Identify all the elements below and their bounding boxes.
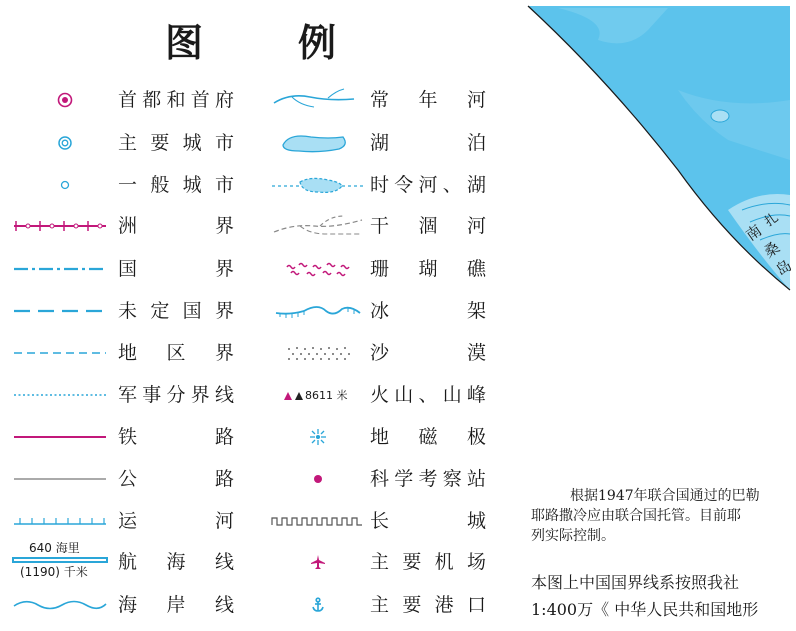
legend-label-char: 口 — [466, 594, 486, 616]
map-label-1: 南 — [742, 221, 766, 245]
legend-label-char: 洲 — [118, 215, 138, 237]
legend-label-char: 路 — [214, 426, 234, 448]
desert-icon — [268, 338, 368, 368]
legend-label-airport — [370, 547, 486, 577]
coastline-icon — [10, 590, 110, 620]
legend-label-char: 火 — [370, 384, 390, 406]
legend-label-char: 冰 — [370, 300, 390, 322]
legend-label-char: 河 — [214, 510, 234, 532]
legend-label-char: 界 — [214, 300, 234, 322]
legend-label-char: 河 — [466, 215, 486, 237]
legend-label-char: 铁 — [118, 426, 138, 448]
legend-label-char: 主 — [370, 551, 390, 573]
legend-label-magnetic-pole — [370, 422, 486, 452]
legend-label-research-station — [370, 464, 486, 494]
legend-label-desert — [370, 338, 486, 368]
airport-icon — [268, 547, 368, 577]
railway-icon — [10, 422, 110, 452]
legend-label-char: 海 — [166, 551, 186, 573]
legend-label-river — [370, 85, 486, 115]
legend-title-right: 例 — [298, 21, 337, 65]
sea-route-distance-km: (1190) 千米 — [20, 565, 88, 579]
legend-label-char: 市 — [214, 132, 234, 154]
legend-label-char: 定 — [150, 300, 170, 322]
legend-label-char: 科 — [370, 468, 390, 490]
legend-label-char: 察 — [442, 468, 462, 490]
legend-label-char: 城 — [466, 510, 486, 532]
legend-label-city — [118, 170, 234, 200]
legend-label-char: 河 — [466, 89, 486, 111]
legend-label-char: 都 — [142, 89, 162, 111]
legend-label-char: 城 — [182, 132, 202, 154]
ice-shelf-icon — [268, 296, 368, 326]
legend-label-char: 涸 — [418, 215, 438, 237]
legend-label-char: 瑚 — [418, 258, 438, 280]
legend-label-volcano-peak — [370, 380, 486, 410]
legend-label-ice-shelf — [370, 296, 486, 326]
legend-label-char: 界 — [214, 215, 234, 237]
legend-label-char: 时 — [370, 174, 390, 196]
legend-label-char: 珊 — [370, 258, 390, 280]
highway-icon — [10, 464, 110, 494]
military-demarcation-icon — [10, 380, 110, 410]
legend-label-char: 公 — [118, 468, 138, 490]
note-line-5: 1:400万《 中华人民共和国地形 — [531, 600, 759, 619]
legend-label-char: 长 — [370, 510, 390, 532]
legend-label-char: 界 — [190, 384, 210, 406]
legend-label-char: 机 — [434, 551, 454, 573]
legend-label-char: 首 — [190, 89, 210, 111]
legend-label-coral-reef — [370, 254, 486, 284]
legend-label-lake — [370, 128, 486, 158]
note-line-1: 根据1947年联合国通过的巴勒 — [570, 488, 760, 504]
coral-reef-icon — [268, 254, 368, 284]
research-station-icon — [268, 464, 368, 494]
legend-label-national-boundary — [118, 254, 234, 284]
legend-label-char: 场 — [466, 551, 486, 573]
river-icon — [268, 85, 360, 115]
legend-label-char: 国 — [182, 300, 202, 322]
legend-label-char: 学 — [394, 468, 414, 490]
legend-label-char: 架 — [466, 300, 486, 322]
legend-label-char: 干 — [370, 215, 390, 237]
sea-route-icon — [12, 540, 108, 582]
legend-label-char: 山 — [394, 384, 414, 406]
legend-label-char: 线 — [214, 384, 234, 406]
legend-label-char: 界 — [214, 342, 234, 364]
legend-label-military-demarcation — [118, 380, 234, 410]
legend-label-char: 地 — [370, 426, 390, 448]
legend-label-char: 磁 — [418, 426, 438, 448]
legend-label-char: 府 — [214, 89, 234, 111]
map-label-2: 扎 — [762, 210, 782, 231]
legend-label-char: 泊 — [466, 132, 486, 154]
regional-boundary-icon — [10, 338, 110, 368]
legend-label-char: 地 — [118, 342, 138, 364]
legend-label-char: 首 — [118, 89, 138, 111]
legend-label-char: 令 — [394, 174, 414, 196]
map-label-3: 桑 — [760, 238, 784, 262]
legend-label-char: 一 — [118, 174, 138, 196]
legend-label-char: 礁 — [466, 258, 486, 280]
legend-label-char: 常 — [370, 89, 390, 111]
legend-label-char: 、 — [442, 174, 462, 196]
legend-label-char: 主 — [118, 132, 138, 154]
seasonal-river-lake-icon — [268, 170, 368, 200]
legend-label-char: 年 — [418, 89, 438, 111]
dry-river-icon — [268, 211, 368, 241]
legend-label-char: 山 — [442, 384, 462, 406]
legend-label-char: 事 — [142, 384, 162, 406]
legend-label-char: 峰 — [466, 384, 486, 406]
legend-label-char: 要 — [402, 551, 422, 573]
legend-label-char: 城 — [182, 174, 202, 196]
sea-route-distance-nmi: 640 海里 — [29, 541, 80, 555]
note-line-2: 耶路撒冷应由联合国托管。目前耶 — [531, 508, 741, 524]
legend-label-char: 要 — [402, 594, 422, 616]
major-city-symbol-icon — [15, 128, 115, 158]
legend-label-char: 分 — [166, 384, 186, 406]
legend-label-char: 航 — [118, 551, 138, 573]
legend-title-left: 图 — [165, 21, 204, 65]
legend-label-char: 市 — [214, 174, 234, 196]
lake-icon — [268, 128, 360, 158]
port-icon — [268, 590, 368, 620]
legend-label-char: 路 — [214, 468, 234, 490]
legend-label-major-city — [118, 128, 234, 158]
legend-label-capital — [118, 85, 234, 115]
city-symbol-icon — [15, 170, 115, 200]
legend-label-char: 国 — [118, 258, 138, 280]
legend-label-char: 沙 — [370, 342, 390, 364]
legend-label-char: 河 — [418, 174, 438, 196]
map-fragment — [528, 0, 790, 290]
note-line-3: 列实际控制。 — [531, 528, 615, 544]
legend-label-char: 漠 — [466, 342, 486, 364]
legend-label-dry-river — [370, 211, 486, 241]
legend-label-char: 、 — [418, 384, 438, 406]
great-wall-icon — [268, 506, 368, 536]
legend-label-continent-boundary — [118, 211, 234, 241]
legend-label-char: 主 — [370, 594, 390, 616]
legend-label-char: 站 — [466, 468, 486, 490]
legend-label-undefined-boundary — [118, 296, 234, 326]
legend-label-char: 未 — [118, 300, 138, 322]
legend-label-seasonal-river-lake — [370, 170, 486, 200]
legend-label-regional-boundary — [118, 338, 234, 368]
legend-label-char: 和 — [166, 89, 186, 111]
legend-label-char: 湖 — [466, 174, 486, 196]
peak-elevation-label: 8611 米 — [305, 389, 348, 402]
legend-label-char: 线 — [214, 551, 234, 573]
legend-label-great-wall — [370, 506, 486, 536]
volcano-peak-icon — [283, 380, 363, 410]
legend-label-char: 极 — [466, 426, 486, 448]
legend-label-char: 湖 — [370, 132, 390, 154]
legend-label-sea-route — [118, 547, 234, 577]
legend-label-canal — [118, 506, 234, 536]
magnetic-pole-icon — [268, 422, 368, 452]
legend-label-char: 要 — [150, 132, 170, 154]
map-label-4: 岛 — [772, 256, 796, 280]
legend-label-port — [370, 590, 486, 620]
canal-icon — [10, 506, 110, 536]
note-line-4: 本图上中国国界线系按照我社 — [531, 573, 740, 592]
legend-label-char: 般 — [150, 174, 170, 196]
legend-label-char: 考 — [418, 468, 438, 490]
legend-label-char: 岸 — [166, 594, 186, 616]
legend-label-char: 运 — [118, 510, 138, 532]
legend-label-railway — [118, 422, 234, 452]
undefined-boundary-icon — [10, 296, 110, 326]
legend-label-char: 军 — [118, 384, 138, 406]
legend-label-char: 区 — [166, 342, 186, 364]
legend-label-highway — [118, 464, 234, 494]
capital-symbol-icon — [15, 85, 115, 115]
national-boundary-icon — [10, 254, 110, 284]
legend-label-coastline — [118, 590, 234, 620]
continent-boundary-icon — [10, 211, 110, 241]
legend-label-char: 海 — [118, 594, 138, 616]
legend-label-char: 线 — [214, 594, 234, 616]
legend-label-char: 界 — [214, 258, 234, 280]
legend-label-char: 港 — [434, 594, 454, 616]
